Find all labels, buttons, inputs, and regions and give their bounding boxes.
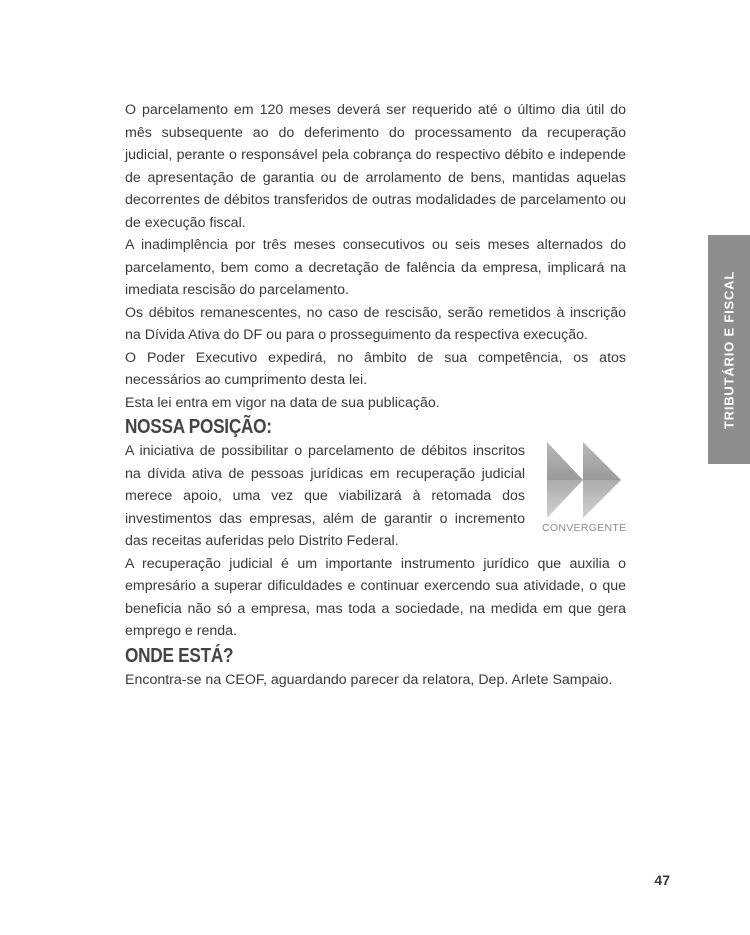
location-text: Encontra-se na CEOF, aguardando parecer da relatora, Dep. Arlete Sampaio. xyxy=(125,671,613,688)
paragraph: O parcelamento em 120 meses deverá ser requerido até o último dia útil do mês subsequente ao do deferimento do processamento da recuperação judicial, perante o responsável pela cobrança do respectivo débito e independe de apresentação de garantia ou de arrolamento de bens, mantidas aquelas decorrentes de débitos transferidos de outras modalidades de parcelamento ou de execução fiscal. xyxy=(125,102,626,231)
badge-label: CONVERGENTE xyxy=(542,522,627,534)
side-tab-label: TRIBUTÁRIO E FISCAL xyxy=(721,270,737,429)
paragraph: O Poder Executivo expedirá, no âmbito de sua competência, os atos necessários ao cumprimento desta lei. xyxy=(125,349,626,388)
location-title: ONDE ESTÁ? xyxy=(125,644,234,667)
page-number: 47 xyxy=(654,872,670,888)
paragraph: A inadimplência por três meses consecutivos ou seis meses alternados do parcelamento, bem como a decretação de falência da empresa, implicará na imediata rescisão do parcelamento. xyxy=(125,237,626,298)
position-paragraph: A recuperação judicial é um importante instrumento jurídico que auxilia o empresário a superar dificuldades e continuar exercendo sua atividade, o que beneficia não só a empresa, mas toda a sociedade, na medida em que gera emprego e renda. xyxy=(125,555,626,639)
position-section xyxy=(125,440,626,643)
position-paragraph: A iniciativa de possibilitar o parcelamento de débitos inscritos na dívida ativa de pessoas jurídicas em recuperação judicial merece apoio, uma vez que viabilizará à retomada dos investimentos das empresas, além de garantir o incremento das receitas auferidas pelo Distrito Federal. xyxy=(125,443,525,549)
position-title: NOSSA POSIÇÃO: xyxy=(125,416,272,438)
paragraph: Os débitos remanescentes, no caso de rescisão, serão remetidos à inscrição na Dívida Ativa do DF ou para o prosseguimento da respectiva execução. xyxy=(125,304,626,343)
page-content xyxy=(125,99,626,691)
position-badge xyxy=(542,440,626,534)
section-side-tab xyxy=(708,235,750,464)
double-arrow-icon xyxy=(545,440,623,520)
paragraph: Esta lei entra em vigor na data de sua publicação. xyxy=(125,394,440,411)
